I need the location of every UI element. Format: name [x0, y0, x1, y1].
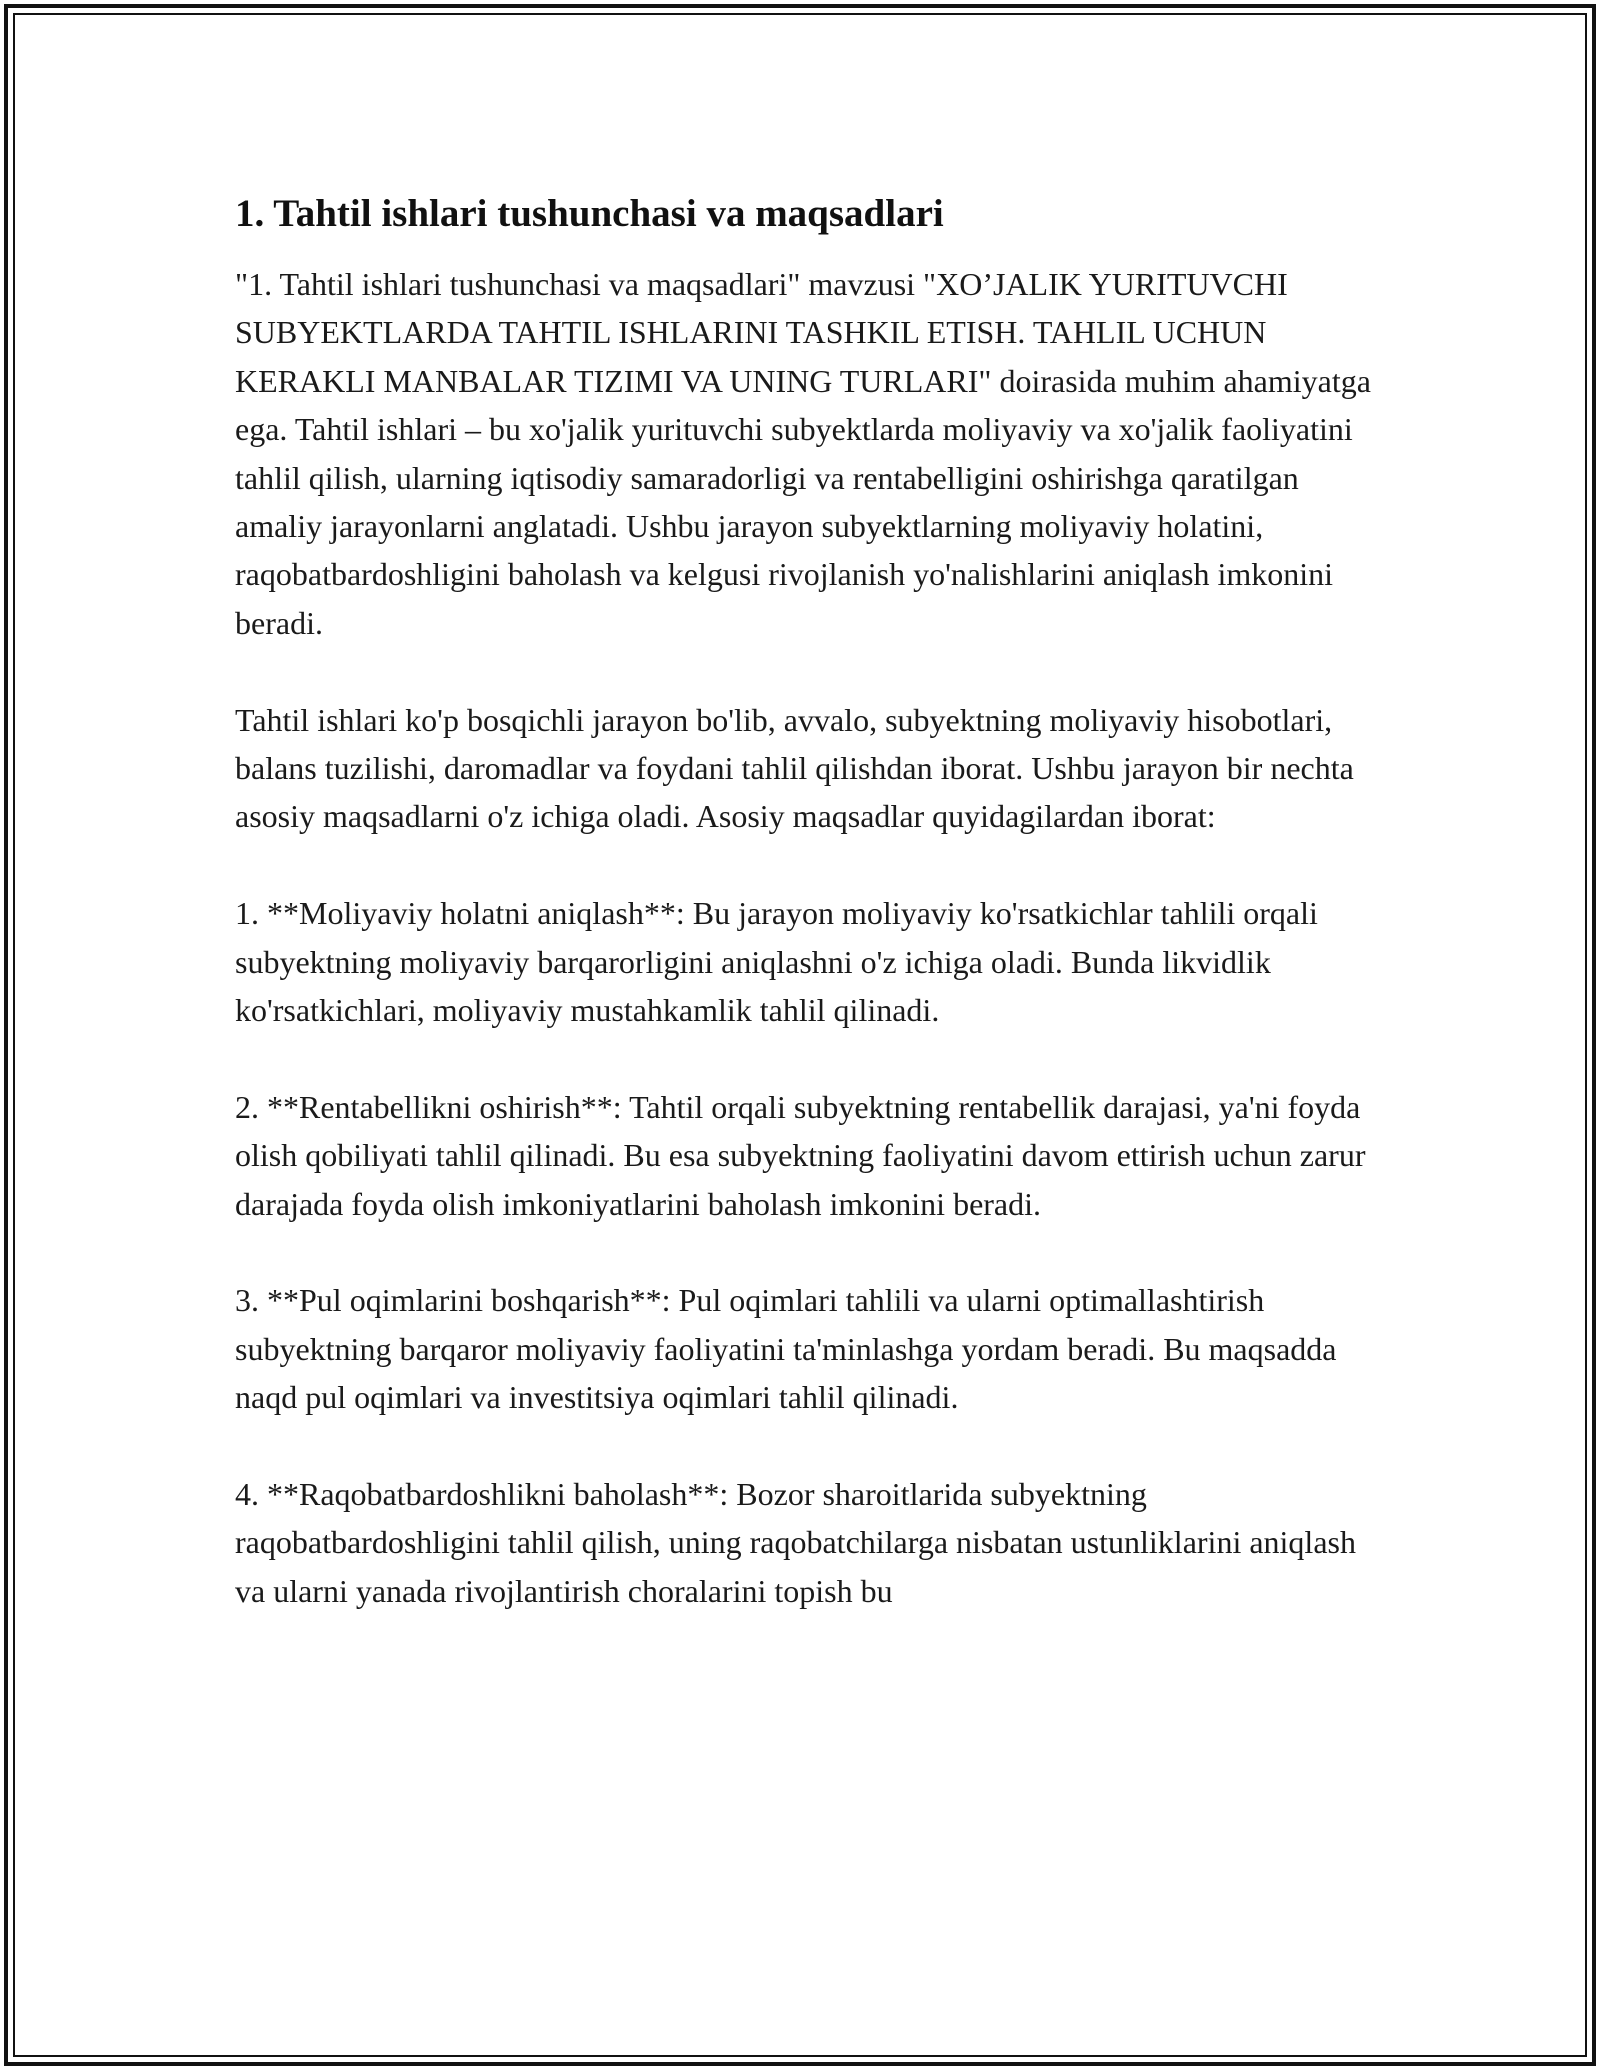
section-heading: 1. Tahtil ishlari tushunchasi va maqsadlari: [235, 192, 944, 235]
document-body: [235, 188, 1375, 1615]
goal-item-2: 2. **Rentabellikni oshirish**: Tahtil orqali subyektning rentabellik darajasi, ya'ni foyda olish qobiliyati tahlil qilinadi. Bu esa subyektning faoliyatini davom ettirish uchun zarur darajada foyda olish imkoniyatlarini baholash imkonini beradi.: [235, 1088, 1366, 1222]
goal-item-1: 1. **Moliyaviy holatni aniqlash**: Bu jarayon moliyaviy ko'rsatkichlar tahlili orqali subyektning moliyaviy barqarorligini aniqlashni o'z ichiga oladi. Bunda likvidlik ko'rsatkichlari, moliyaviy mustahkamlik tahlil qilinadi.: [235, 895, 1318, 1029]
goal-item-4: 4. **Raqobatbardoshlikni baholash**: Bozor sharoitlarida subyektning raqobatbardoshligini tahlil qilish, uning raqobatchilarga nisbatan ustunliklarini aniqlash va ularni yanada rivojlantirish choralarini topish bu: [235, 1476, 1356, 1609]
process-paragraph: Tahtil ishlari ko'p bosqichli jarayon bo'lib, avvalo, subyektning moliyaviy hisobotlari, balans tuzilishi, daromadlar va foydani tahlil qilishdan iborat. Ushbu jarayon bir nechta asosiy maqsadlarni o'z ichiga oladi. Asosiy maqsadlar quyidagilardan iborat:: [235, 701, 1354, 835]
goal-item-3: 3. **Pul oqimlarini boshqarish**: Pul oqimlari tahlili va ularni optimallashtirish subyektning barqaror moliyaviy faoliyatini ta'minlashga yordam beradi. Bu maqsadda naqd pul oqimlari va investitsiya oqimlari tahlil qilinadi.: [235, 1282, 1337, 1416]
intro-paragraph: "1. Tahtil ishlari tushunchasi va maqsadlari" mavzusi "XO’JALIK YURITUVCHI SUBYEKTLARDA TAHTIL ISHLARINI TASHKIL ETISH. TAHLIL UCHUN KERAKLI MANBALAR TIZIMI VA UNING TURLARI" doirasida muhim ahamiyatga ega. Tahtil ishlari – bu xo'jalik yurituvchi subyektlarda moliyaviy va xo'jalik faoliyatini tahlil qilish, ularning iqtisodiy samaradorligi va rentabelligini oshirishga qaratilgan amaliy jarayonlarni anglatadi. Ushbu jarayon subyektlarning moliyaviy holatini, raqobatbardoshligini baholash va kelgusi rivojlanish yo'nalishlarini aniqlash imkonini beradi.: [235, 266, 1371, 641]
